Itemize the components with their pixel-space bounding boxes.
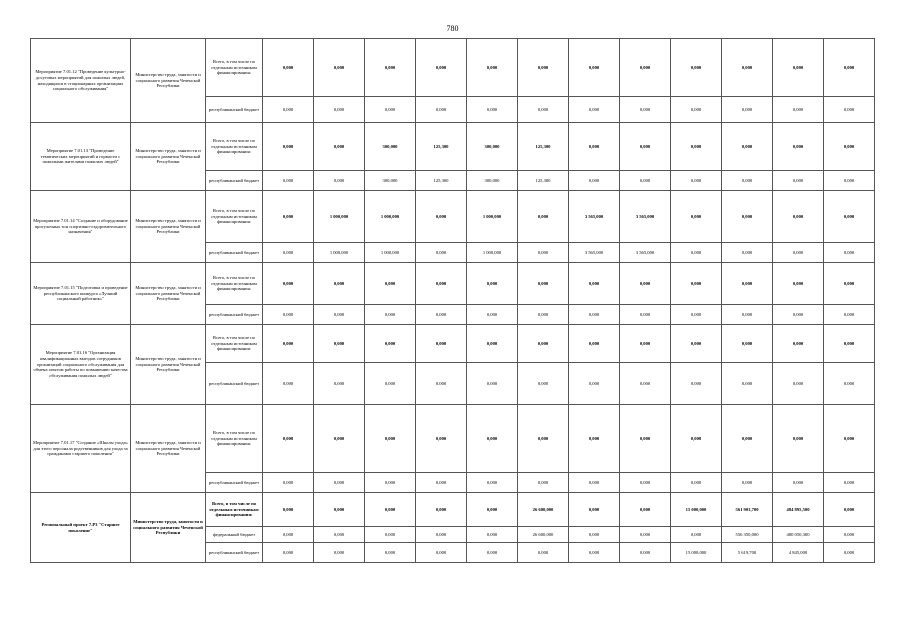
amount-cell: 0,000 — [569, 171, 620, 191]
amount-cell: 0,000 — [314, 527, 365, 543]
amount-cell: 0,000 — [620, 97, 671, 123]
amount-cell: 0,000 — [416, 263, 467, 305]
amount-cell: 0,000 — [263, 527, 314, 543]
amount-cell: 0,000 — [569, 405, 620, 473]
amount-cell: 0,000 — [467, 543, 518, 563]
table-row — [31, 263, 875, 305]
amount-cell: 0,000 — [365, 473, 416, 493]
amount-cell: 0,000 — [263, 123, 314, 171]
amount-cell: 0,000 — [365, 493, 416, 527]
event-name-cell: Мероприятие 7.01.12 "Проведение культурно-досуговых мероприятий для пожилых людей, находящихся в стационарных организациях социального обслуживания" — [31, 39, 131, 123]
amount-cell: 0,000 — [365, 325, 416, 363]
amount-cell: 0,000 — [518, 363, 569, 405]
amount-cell: 0,000 — [314, 325, 365, 363]
amount-cell: 0,000 — [722, 473, 773, 493]
amount-cell: 0,000 — [518, 97, 569, 123]
funding-source-cell: Всего, в том числе по отдельным источникам финансирования: — [206, 39, 263, 97]
amount-cell: 0,000 — [824, 123, 875, 171]
funding-source-cell: республиканский бюджет — [206, 363, 263, 405]
table-row — [31, 39, 875, 97]
amount-cell: 0,000 — [773, 123, 824, 171]
amount-cell: 0,000 — [416, 325, 467, 363]
amount-cell: 0,000 — [314, 305, 365, 325]
amount-cell: 0,000 — [263, 39, 314, 97]
amount-cell: 0,000 — [416, 527, 467, 543]
amount-cell: 1 000,000 — [365, 243, 416, 263]
amount-cell: 0,000 — [518, 243, 569, 263]
amount-cell: 1 000,000 — [365, 191, 416, 243]
amount-cell: 125,300 — [518, 171, 569, 191]
amount-cell: 0,000 — [365, 263, 416, 305]
amount-cell: 0,000 — [263, 263, 314, 305]
amount-cell: 0,000 — [620, 493, 671, 527]
executor-cell: Министерство труда, занятости и социального развития Чеченской Республики — [131, 325, 206, 405]
amount-cell: 0,000 — [671, 527, 722, 543]
table-row — [31, 493, 875, 527]
amount-cell: 0,000 — [671, 39, 722, 97]
amount-cell: 0,000 — [263, 243, 314, 263]
amount-cell: 0,000 — [671, 171, 722, 191]
amount-cell: 0,000 — [722, 191, 773, 243]
amount-cell: 0,000 — [518, 405, 569, 473]
amount-cell: 0,000 — [620, 123, 671, 171]
amount-cell: 0,000 — [620, 171, 671, 191]
amount-cell: 0,000 — [620, 527, 671, 543]
amount-cell: 0,000 — [467, 473, 518, 493]
amount-cell: 0,000 — [824, 363, 875, 405]
event-name-cell: Мероприятие 7.01.13 "Проведение тематических мероприятий и гормасти с пожилыми жителями пожилых людей" — [31, 123, 131, 191]
amount-cell: 0,000 — [314, 543, 365, 563]
amount-cell: 300,000 — [365, 171, 416, 191]
executor-cell: Министерство труда, занятости и социального развития Чеченской Республики — [131, 191, 206, 263]
amount-cell: 0,000 — [824, 473, 875, 493]
amount-cell: 300,000 — [467, 123, 518, 171]
funding-source-cell: республиканский бюджет — [206, 305, 263, 325]
amount-cell: 0,000 — [263, 325, 314, 363]
executor-cell: Министерство труда, занятости и социального развития Чеченской Республики — [131, 493, 206, 563]
amount-cell: 0,000 — [263, 543, 314, 563]
amount-cell: 0,000 — [314, 97, 365, 123]
amount-cell: 0,000 — [416, 473, 467, 493]
amount-cell: 0,000 — [569, 97, 620, 123]
amount-cell: 0,000 — [416, 191, 467, 243]
amount-cell: 0,000 — [824, 191, 875, 243]
amount-cell: 0,000 — [518, 473, 569, 493]
funding-source-cell: Всего, в том числе по отдельным источникам финансирования: — [206, 123, 263, 171]
executor-cell: Министерство труда, занятости и социального развития Чеченской Республики — [131, 263, 206, 325]
amount-cell: 0,000 — [314, 493, 365, 527]
amount-cell: 0,000 — [314, 405, 365, 473]
funding-source-cell: Всего, в том числе по отдельным источникам финансирования: — [206, 325, 263, 363]
amount-cell: 0,000 — [569, 363, 620, 405]
amount-cell: 0,000 — [620, 263, 671, 305]
amount-cell: 0,000 — [620, 39, 671, 97]
amount-cell: 3 565,000 — [569, 243, 620, 263]
amount-cell: 0,000 — [620, 405, 671, 473]
funding-source-cell: республиканский бюджет — [206, 543, 263, 563]
amount-cell: 0,000 — [722, 325, 773, 363]
amount-cell: 0,000 — [365, 527, 416, 543]
amount-cell: 0,000 — [416, 405, 467, 473]
amount-cell: 0,000 — [263, 191, 314, 243]
table-row — [31, 191, 875, 243]
amount-cell: 0,000 — [569, 39, 620, 97]
funding-source-cell: республиканский бюджет — [206, 473, 263, 493]
budget-table — [30, 38, 875, 563]
amount-cell: 0,000 — [824, 305, 875, 325]
amount-cell: 125,300 — [416, 123, 467, 171]
amount-cell: 0,000 — [569, 473, 620, 493]
amount-cell: 0,000 — [671, 191, 722, 243]
amount-cell: 0,000 — [365, 405, 416, 473]
amount-cell: 0,000 — [824, 243, 875, 263]
amount-cell: 0,000 — [518, 325, 569, 363]
amount-cell: 125,300 — [416, 171, 467, 191]
amount-cell: 0,000 — [824, 263, 875, 305]
amount-cell: 0,000 — [263, 405, 314, 473]
amount-cell: 0,000 — [365, 97, 416, 123]
amount-cell: 0,000 — [773, 305, 824, 325]
amount-cell: 0,000 — [263, 473, 314, 493]
amount-cell: 0,000 — [365, 305, 416, 325]
amount-cell: 561 903,700 — [722, 493, 773, 527]
amount-cell: 0,000 — [365, 363, 416, 405]
amount-cell: 0,000 — [314, 363, 365, 405]
amount-cell: 0,000 — [365, 543, 416, 563]
funding-source-cell: федеральный бюджет — [206, 527, 263, 543]
amount-cell: 0,000 — [671, 473, 722, 493]
amount-cell: 0,000 — [467, 405, 518, 473]
amount-cell: 0,000 — [569, 543, 620, 563]
event-name-cell: Региональный проект 7.Р3 "Старшее поколение" — [31, 493, 131, 563]
amount-cell: 556 350,000 — [722, 527, 773, 543]
funding-source-cell: республиканский бюджет — [206, 171, 263, 191]
amount-cell: 0,000 — [722, 405, 773, 473]
amount-cell: 0,000 — [620, 363, 671, 405]
funding-source-cell: Всего, в том числе по отдельным источникам финансирования: — [206, 191, 263, 243]
event-name-cell: Мероприятие 7.01.17 "Создание «Школы ухода» для этого персонала родственников для ухода за гражданами старшего поколения" — [31, 405, 131, 493]
funding-source-cell: Всего, в том числе по отдельным источникам финансирования: — [206, 405, 263, 473]
amount-cell: 300,000 — [365, 123, 416, 171]
amount-cell: 1 000,000 — [314, 191, 365, 243]
amount-cell: 0,000 — [671, 243, 722, 263]
amount-cell: 0,000 — [824, 39, 875, 97]
amount-cell: 0,000 — [671, 123, 722, 171]
event-name-cell: Мероприятие 7.01.14 "Создание и оборудование прогулочных зон спортивно-оздоровительного назначения" — [31, 191, 131, 263]
amount-cell: 0,000 — [467, 325, 518, 363]
amount-cell: 0,000 — [263, 97, 314, 123]
executor-cell: Министерство труда, занятости и социального развития Чеченской Республики — [131, 123, 206, 191]
funding-source-cell: Всего, в том числе по отдельным источникам финансирования: — [206, 493, 263, 527]
amount-cell: 0,000 — [416, 493, 467, 527]
amount-cell: 0,000 — [314, 171, 365, 191]
amount-cell: 0,000 — [722, 305, 773, 325]
amount-cell: 0,000 — [518, 305, 569, 325]
amount-cell: 0,000 — [722, 243, 773, 263]
amount-cell: 5 619,700 — [722, 543, 773, 563]
funding-source-cell: республиканский бюджет — [206, 243, 263, 263]
amount-cell: 0,000 — [671, 405, 722, 473]
amount-cell: 26 600,000 — [518, 527, 569, 543]
amount-cell: 0,000 — [824, 527, 875, 543]
amount-cell: 0,000 — [824, 97, 875, 123]
amount-cell: 1 000,000 — [467, 191, 518, 243]
amount-cell: 4 845,000 — [773, 543, 824, 563]
amount-cell: 3 565,000 — [620, 191, 671, 243]
amount-cell: 0,000 — [620, 325, 671, 363]
amount-cell: 0,000 — [518, 543, 569, 563]
amount-cell: 0,000 — [773, 171, 824, 191]
amount-cell: 0,000 — [416, 39, 467, 97]
amount-cell: 0,000 — [416, 363, 467, 405]
amount-cell: 0,000 — [467, 363, 518, 405]
amount-cell: 0,000 — [416, 305, 467, 325]
amount-cell: 26 600,000 — [518, 493, 569, 527]
amount-cell: 0,000 — [824, 493, 875, 527]
amount-cell: 0,000 — [569, 527, 620, 543]
amount-cell: 0,000 — [416, 243, 467, 263]
amount-cell: 0,000 — [263, 493, 314, 527]
executor-cell: Министерство труда, занятости и социального развития Чеченской Республики — [131, 39, 206, 123]
amount-cell: 0,000 — [773, 243, 824, 263]
amount-cell: 0,000 — [416, 543, 467, 563]
event-name-cell: Мероприятие 7.01.15 "Подготовка и проведение республиканского конкурса «Лучший социальный работник»" — [31, 263, 131, 325]
amount-cell: 0,000 — [620, 473, 671, 493]
amount-cell: 0,000 — [314, 39, 365, 97]
amount-cell: 0,000 — [569, 263, 620, 305]
amount-cell: 0,000 — [722, 363, 773, 405]
amount-cell: 0,000 — [263, 171, 314, 191]
amount-cell: 0,000 — [773, 325, 824, 363]
amount-cell: 0,000 — [671, 263, 722, 305]
amount-cell: 0,000 — [314, 263, 365, 305]
amount-cell: 0,000 — [467, 39, 518, 97]
amount-cell: 15 000,000 — [671, 493, 722, 527]
amount-cell: 0,000 — [671, 363, 722, 405]
amount-cell: 0,000 — [620, 543, 671, 563]
amount-cell: 0,000 — [467, 527, 518, 543]
amount-cell: 0,000 — [263, 305, 314, 325]
amount-cell: 0,000 — [824, 543, 875, 563]
amount-cell: 480 050,300 — [773, 527, 824, 543]
amount-cell: 0,000 — [773, 191, 824, 243]
amount-cell: 0,000 — [773, 405, 824, 473]
amount-cell: 0,000 — [569, 123, 620, 171]
amount-cell: 0,000 — [314, 473, 365, 493]
amount-cell: 3 565,000 — [620, 243, 671, 263]
amount-cell: 0,000 — [620, 305, 671, 325]
amount-cell: 0,000 — [263, 363, 314, 405]
amount-cell: 1 000,000 — [314, 243, 365, 263]
amount-cell: 0,000 — [671, 305, 722, 325]
table-row — [31, 123, 875, 171]
amount-cell: 484 895,500 — [773, 493, 824, 527]
amount-cell: 0,000 — [518, 191, 569, 243]
amount-cell: 0,000 — [467, 263, 518, 305]
amount-cell: 0,000 — [671, 325, 722, 363]
amount-cell: 1 000,000 — [467, 243, 518, 263]
amount-cell: 0,000 — [518, 263, 569, 305]
funding-source-cell: Всего, в том числе по отдельным источникам финансирования: — [206, 263, 263, 305]
amount-cell: 0,000 — [773, 473, 824, 493]
amount-cell: 0,000 — [569, 493, 620, 527]
amount-cell: 300,000 — [467, 171, 518, 191]
amount-cell: 0,000 — [365, 39, 416, 97]
amount-cell: 0,000 — [773, 263, 824, 305]
funding-source-cell: республиканский бюджет — [206, 97, 263, 123]
amount-cell: 125,300 — [518, 123, 569, 171]
amount-cell: 0,000 — [824, 405, 875, 473]
amount-cell: 0,000 — [467, 493, 518, 527]
amount-cell: 0,000 — [722, 97, 773, 123]
amount-cell: 0,000 — [518, 39, 569, 97]
amount-cell: 3 565,000 — [569, 191, 620, 243]
amount-cell: 0,000 — [314, 123, 365, 171]
amount-cell: 0,000 — [722, 171, 773, 191]
amount-cell: 0,000 — [773, 39, 824, 97]
amount-cell: 0,000 — [722, 39, 773, 97]
amount-cell: 0,000 — [722, 263, 773, 305]
page-number: 780 — [446, 24, 459, 33]
amount-cell: 0,000 — [569, 305, 620, 325]
amount-cell: 0,000 — [467, 305, 518, 325]
amount-cell: 15 000,000 — [671, 543, 722, 563]
event-name-cell: Мероприятие 7.01.16 "Организация квалификационных выездов сотрудников организаций социального обслуживания для обмена опытом работы по повышению качества обслуживания пожилых людей" — [31, 325, 131, 405]
amount-cell: 0,000 — [722, 123, 773, 171]
amount-cell: 0,000 — [569, 325, 620, 363]
amount-cell: 0,000 — [467, 97, 518, 123]
amount-cell: 0,000 — [824, 325, 875, 363]
table-row — [31, 325, 875, 363]
amount-cell: 0,000 — [824, 171, 875, 191]
amount-cell: 0,000 — [416, 97, 467, 123]
amount-cell: 0,000 — [773, 97, 824, 123]
amount-cell: 0,000 — [773, 363, 824, 405]
table-row — [31, 405, 875, 473]
executor-cell: Министерство труда, занятости и социального развития Чеченской Республики — [131, 405, 206, 493]
amount-cell: 0,000 — [671, 97, 722, 123]
